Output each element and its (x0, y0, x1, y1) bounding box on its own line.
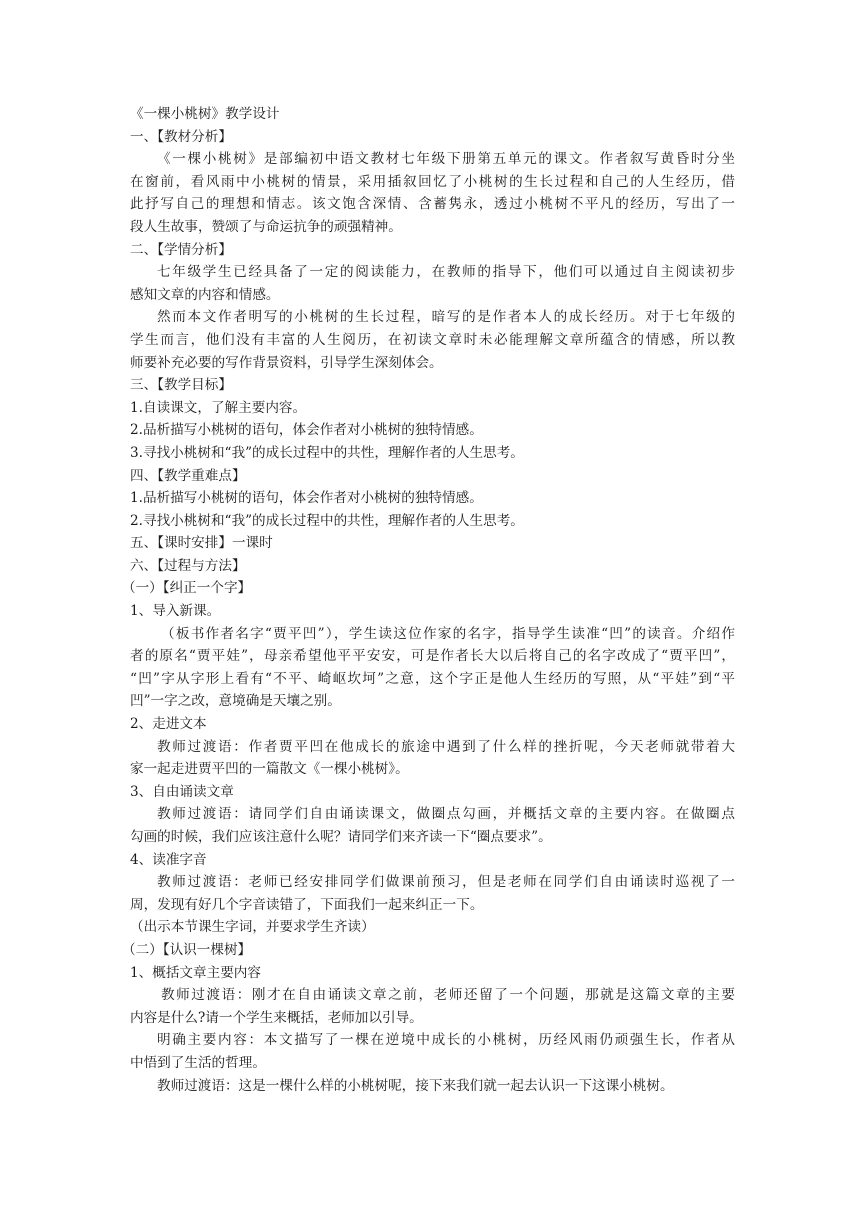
section-heading-teaching-goals: 三、【教学目标】 (130, 377, 232, 394)
note-line: （出示本节课生字词，并要求学生齐读） (130, 919, 375, 936)
text-line: 然而本文作者明写的小桃树的生长过程，暗写的是作者本人的成长经历。对于七年级的 (157, 309, 735, 326)
text-line: 者的原名“贾平娃”，母亲希望他平平安安，可是作者长大以后将自己的名字改成了“贾平凹”， (130, 648, 735, 665)
step-heading: 4、读准字音 (130, 851, 207, 868)
section-heading-material-analysis: 一、【教材分析】 (130, 128, 232, 145)
step-heading: 3、自由诵读文章 (130, 783, 234, 800)
text-line: 《一棵小桃树》是部编初中语文教材七年级下册第五单元的课文。作者叙写黄昏时分坐 (157, 151, 735, 168)
section-heading-process: 六、【过程与方法】 (130, 557, 246, 574)
text-line: 内容是什么?请一个学生来概括，老师加以引导。 (130, 1009, 423, 1026)
text-line: 教师过渡语：老师已经安排同学们做课前预习，但是老师在同学们自由诵读时巡视了一 (157, 874, 735, 891)
list-item: 1.自读课文，了解主要内容。 (130, 399, 307, 416)
paragraph-enter-text (130, 736, 735, 781)
text-line: 师要补充必要的写作背景资料，引导学生深刻体会。 (130, 354, 443, 371)
document-title: 《一棵小桃树》教学设计 (130, 106, 280, 122)
paragraph-free-reading (130, 803, 735, 848)
paragraph-transition: 教师过渡语：这是一棵什么样的小桃树呢，接下来我们就一起去认识一下这课小桃树。 (157, 1077, 674, 1094)
text-line: 教师过渡语：作者贾平凹在他成长的旅途中遇到了什么样的挫折呢，今天老师就带着大 (157, 738, 735, 755)
text-line: 明确主要内容：本文描写了一棵在逆境中成长的小桃树，历经风雨仍顽强生长，作者从 (157, 1032, 735, 1049)
step-heading: 2、走进文本 (130, 716, 207, 733)
paragraph-introduction (130, 623, 735, 713)
paragraph-student-analysis-2 (130, 306, 735, 374)
paragraph-pronunciation (130, 871, 735, 916)
text-line: （板书作者名字“贾平凹”），学生读这位作家的名字，指导学生读准“凹”的读音。介绍作 (161, 625, 735, 642)
text-line: 七年级学生已经具备了一定的阅读能力，在教师的指导下，他们可以通过自主阅读初步 (157, 264, 735, 281)
text-line: 中悟到了生活的哲理。 (130, 1054, 266, 1071)
text-line: 勾画的时候，我们应该注意什么呢？请同学们来齐读一下“圈点要求”。 (130, 829, 552, 845)
list-item: 2.品析描写小桃树的语句，体会作者对小桃树的独特情感。 (130, 422, 483, 439)
section-heading-schedule: 五、【课时安排】一课时 (130, 535, 273, 552)
paragraph-material-analysis (130, 148, 735, 238)
paragraph-student-analysis-1 (130, 261, 735, 306)
list-item: 1.品析描写小桃树的语句，体会作者对小桃树的独特情感。 (130, 490, 483, 507)
part-heading-correct-a-character: （一）【纠正一个字】 (122, 580, 252, 597)
step-heading: 1、概括文章主要内容 (130, 964, 261, 981)
document-body (122, 103, 735, 1097)
list-item: 3.寻找小桃树和“我”的成长过程中的共性，理解作者的人生思考。 (130, 444, 524, 461)
text-line: 教师过渡语：刚才在自由诵读文章之前，老师还留了一个问题，那就是这篇文章的主要 (161, 987, 735, 1004)
paragraph-summary-answer (130, 1029, 735, 1074)
text-line: 学生而言，他们没有丰富的人生阅历，在初读文章时未必能理解文章所蕴含的情感，所以教 (130, 331, 735, 348)
section-heading-student-analysis: 二、【学情分析】 (130, 241, 232, 258)
text-line: 段人生故事，赞颂了与命运抗争的顽强精神。 (130, 218, 402, 235)
text-line: 教师过渡语：请同学们自由诵读课文，做圈点勾画，并概括文章的主要内容。在做圈点 (157, 806, 735, 823)
step-heading: 1、导入新课。 (130, 603, 221, 620)
text-line: 此抒写自己的理想和情志。该文饱含深情、含蓄隽永，透过小桃树不平凡的经历，写出了一 (130, 196, 735, 213)
text-line: “凹”字从字形上看有“不平、崎岖坎坷”之意，这个字正是他人生经历的写照，从“平娃”到“平 (130, 670, 735, 687)
part-heading-know-a-tree: （二）【认识一棵树】 (122, 941, 252, 958)
text-line: 凹”一字之改，意境确是天壤之别。 (130, 693, 341, 710)
list-item: 2.寻找小桃树和“我”的成长过程中的共性，理解作者的人生思考。 (130, 512, 524, 529)
text-line: 周，发现有好几个字音读错了，下面我们一起来纠正一下。 (130, 896, 484, 913)
text-line: 在窗前，看风雨中小桃树的情景，采用插叙回忆了小桃树的生长过程和自己的人生经历，借 (130, 173, 735, 190)
text-line: 家一起走进贾平凹的一篇散文《一棵小桃树》。 (130, 761, 409, 778)
paragraph-summary-question (130, 984, 735, 1029)
text-line: 感知文章的内容和情感。 (130, 286, 280, 303)
section-heading-key-points: 四、【教学重难点】 (130, 467, 246, 484)
